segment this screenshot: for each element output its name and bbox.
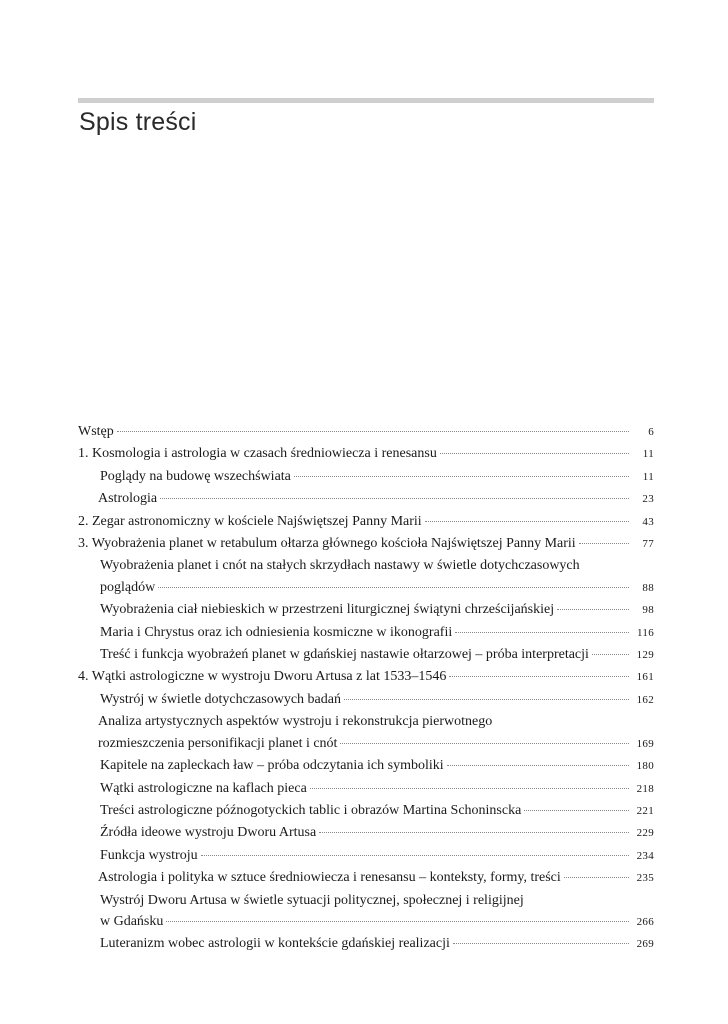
toc-entry-title-line1: Wyobrażenia planet i cnót na stałych skrzydłach nastawy w świetle dotychczasowych xyxy=(100,558,580,574)
toc-entry[interactable] xyxy=(78,800,654,822)
toc-entry[interactable] xyxy=(78,822,654,844)
toc-entry[interactable] xyxy=(78,666,654,688)
toc-entry-title: Poglądy na budowę wszechświata xyxy=(100,468,291,484)
toc-entry-page: 180 xyxy=(636,760,654,773)
toc-entry-page: 162 xyxy=(636,693,654,706)
top-rule xyxy=(78,98,654,103)
toc-entry[interactable] xyxy=(78,845,654,867)
toc-entry[interactable] xyxy=(78,599,654,621)
toc-entry-title-line2: w Gdańsku xyxy=(100,913,164,929)
toc-entry-title: Wątki astrologiczne na kaflach pieca xyxy=(100,780,307,796)
toc-entry-page: 6 xyxy=(648,426,654,438)
dot-leader xyxy=(158,587,629,588)
dot-leader xyxy=(319,832,629,833)
toc-entry-page: 161 xyxy=(636,671,654,684)
dot-leader xyxy=(340,743,629,744)
dot-leader xyxy=(564,877,629,878)
toc-entry-page: 235 xyxy=(636,872,654,885)
toc-entry-title: 1. Kosmologia i astrologia w czasach średniowiecza i renesansu xyxy=(78,446,437,462)
dot-leader xyxy=(294,476,629,477)
dot-leader xyxy=(557,609,629,610)
toc-entry-page: 23 xyxy=(642,493,654,506)
table-of-contents xyxy=(78,421,654,956)
dot-leader xyxy=(344,699,629,700)
toc-entry-title: 2. Zegar astronomiczny w kościele Najświętszej Panny Marii xyxy=(78,513,422,529)
dot-leader xyxy=(166,921,629,922)
toc-entry[interactable] xyxy=(78,622,654,644)
dot-leader xyxy=(524,810,629,811)
dot-leader xyxy=(310,788,629,789)
toc-entry-title: 3. Wyobrażenia planet w retabulum ołtarza głównego kościoła Najświętszej Panny Marii xyxy=(78,536,576,552)
toc-entry-title: Funkcja wystroju xyxy=(100,847,198,863)
toc-entry-title: Luteranizm wobec astrologii w kontekście gdańskiej realizacji xyxy=(100,936,450,952)
toc-entry[interactable] xyxy=(78,778,654,800)
dot-leader xyxy=(201,855,629,856)
toc-entry-title-line2: poglądów xyxy=(100,579,156,595)
toc-entry-title: Źródła ideowe wystroju Dworu Artusa xyxy=(100,825,317,841)
toc-entry-title: Kapitele na zapleckach ław – próba odczytania ich symboliki xyxy=(100,758,444,774)
toc-entry-title: 4. Wątki astrologiczne w wystroju Dworu Artusa z lat 1533–1546 xyxy=(78,669,447,685)
dot-leader xyxy=(160,498,629,499)
toc-entry[interactable] xyxy=(78,867,654,889)
toc-entry-title: Maria i Chrystus oraz ich odniesienia kosmiczne w ikonografii xyxy=(100,624,453,640)
toc-entry-page: 77 xyxy=(642,538,654,551)
toc-entry-page: 266 xyxy=(636,915,654,928)
toc-entry-title: Treść i funkcja wyobrażeń planet w gdańskiej nastawie ołtarzowej – próba interpretacji xyxy=(100,647,589,663)
toc-entry[interactable] xyxy=(78,533,654,555)
dot-leader xyxy=(425,521,629,522)
dot-leader xyxy=(117,431,629,432)
toc-entry[interactable] xyxy=(78,443,654,465)
toc-entry-page: 221 xyxy=(636,804,654,817)
toc-entry[interactable] xyxy=(78,488,654,510)
dot-leader xyxy=(440,453,629,454)
toc-entry-page: 11 xyxy=(642,470,654,483)
toc-entry[interactable] xyxy=(78,555,654,599)
toc-entry-title: Wstęp xyxy=(78,424,114,439)
toc-entry[interactable] xyxy=(78,933,654,955)
toc-entry-title-line1: Analiza artystycznych aspektów wystroju i rekonstrukcja pierwotnego xyxy=(98,714,493,730)
toc-entry-page: 98 xyxy=(642,604,654,617)
dot-leader xyxy=(579,543,629,544)
toc-entry-page: 88 xyxy=(642,581,654,594)
toc-entry[interactable] xyxy=(78,755,654,777)
toc-entry[interactable] xyxy=(78,890,654,934)
toc-entry-page: 43 xyxy=(642,515,654,528)
toc-entry-title-line1: Wystrój Dworu Artusa w świetle sytuacji politycznej, społecznej i religijnej xyxy=(100,892,524,908)
dot-leader xyxy=(592,654,629,655)
toc-entry-page: 269 xyxy=(636,938,654,951)
dot-leader xyxy=(455,632,629,633)
toc-entry[interactable] xyxy=(78,466,654,488)
toc-entry-title: Wyobrażenia ciał niebieskich w przestrzeni liturgicznej świątyni chrześcijańskiej xyxy=(100,602,555,618)
toc-entry-title: Treści astrologiczne późnogotyckich tablic i obrazów Martina Schoninscka xyxy=(100,802,522,818)
toc-entry-title: Astrologia xyxy=(98,491,158,507)
toc-entry-page: 169 xyxy=(636,737,654,750)
toc-entry-title: Wystrój w świetle dotychczasowych badań xyxy=(100,691,341,707)
toc-entry[interactable] xyxy=(78,689,654,711)
page-title: Spis treści xyxy=(79,108,197,136)
dot-leader xyxy=(447,765,629,766)
toc-entry[interactable] xyxy=(78,711,654,755)
toc-entry[interactable] xyxy=(78,511,654,533)
toc-entry[interactable] xyxy=(78,421,654,443)
toc-entry[interactable] xyxy=(78,644,654,666)
toc-entry-page: 234 xyxy=(636,849,654,862)
toc-entry-page: 218 xyxy=(636,782,654,795)
toc-entry-page: 116 xyxy=(637,626,654,639)
toc-entry-page: 229 xyxy=(636,827,654,840)
dot-leader xyxy=(449,676,629,677)
toc-entry-page: 11 xyxy=(642,448,654,461)
toc-entry-title: Astrologia i polityka w sztuce średniowiecza i renesansu – konteksty, formy, treści xyxy=(98,870,561,886)
toc-entry-title-line2: rozmieszczenia personifikacji planet i cnót xyxy=(98,735,338,751)
dot-leader xyxy=(453,943,629,944)
toc-entry-page: 129 xyxy=(636,649,654,662)
